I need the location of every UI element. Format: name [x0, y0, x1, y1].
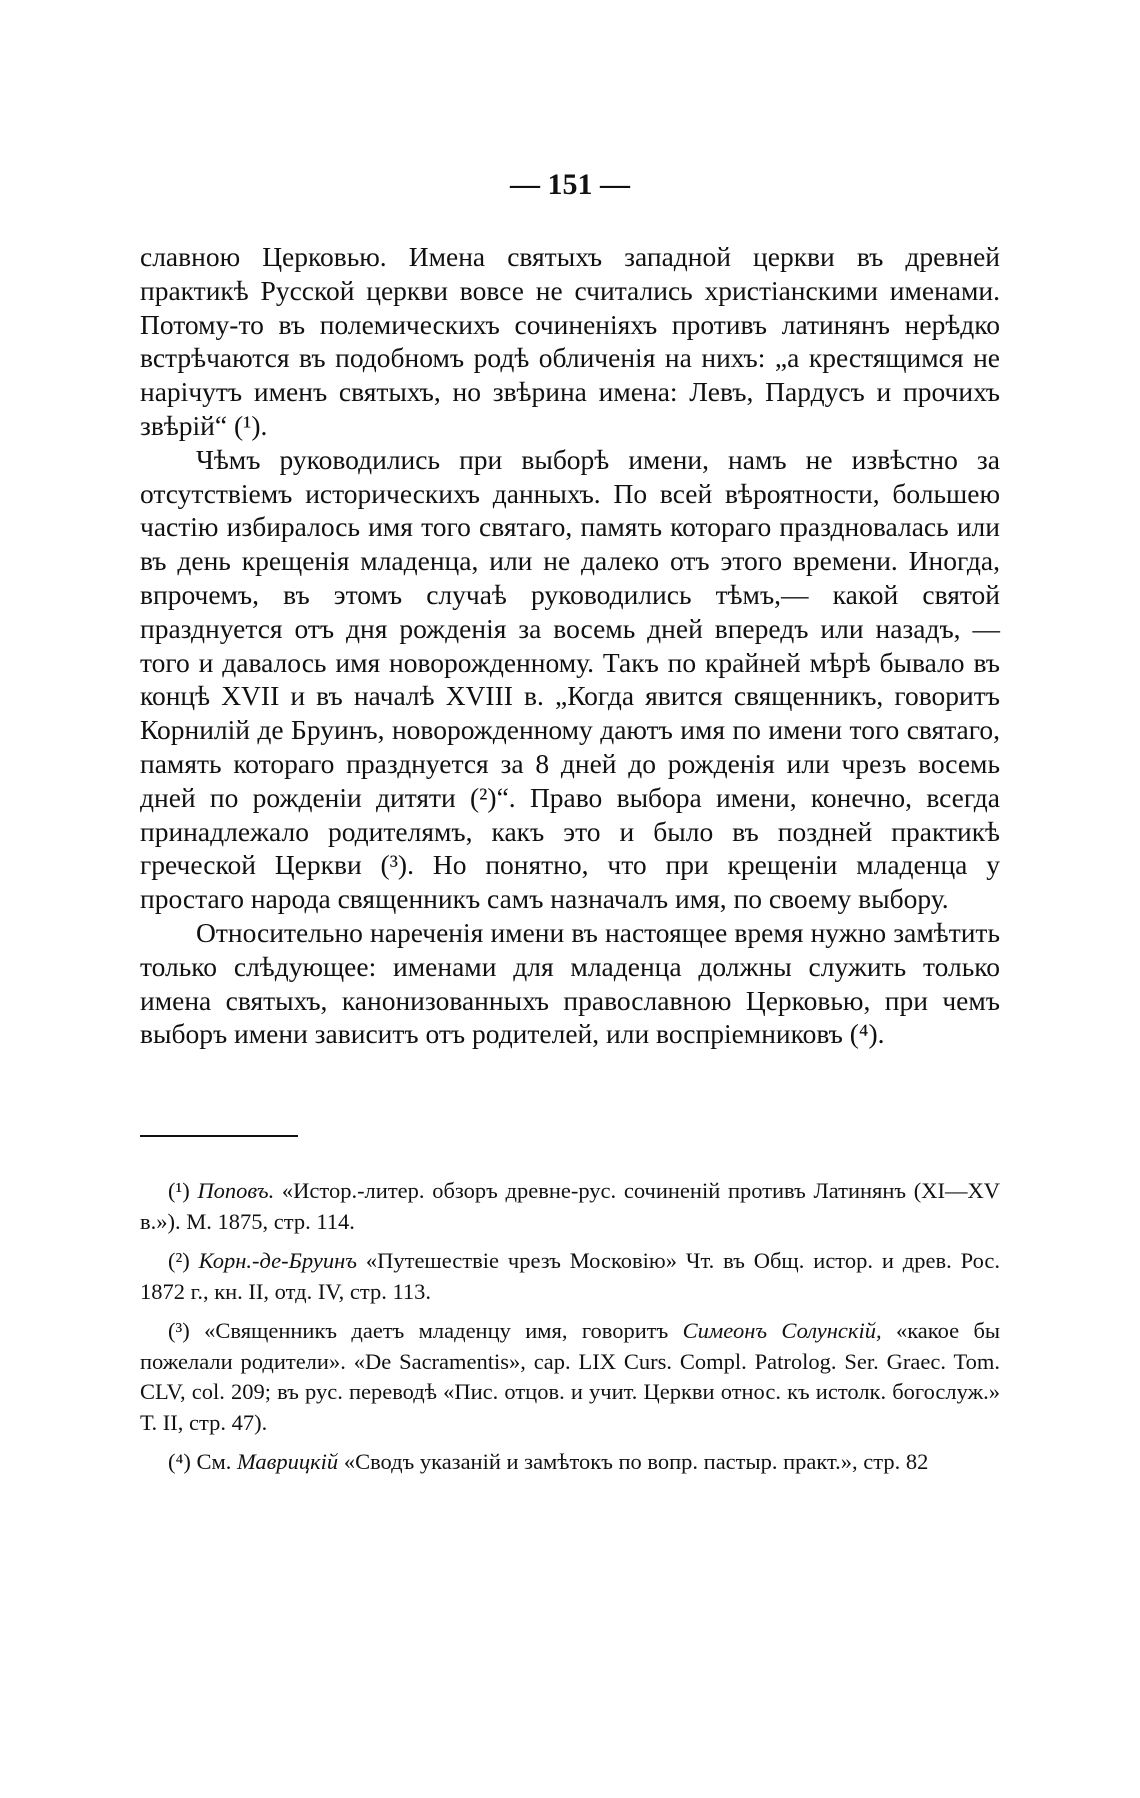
footnotes	[140, 1176, 1000, 1487]
footnote-author: Корн.-де-Бруинъ	[198, 1248, 357, 1273]
footnote	[140, 1447, 1000, 1478]
footnote-text: «Священникъ даетъ младенцу имя, говоритъ	[204, 1318, 669, 1343]
footnote	[140, 1246, 1000, 1307]
footnote-text: «Истор.-литер. обзоръ древне-рус. сочиненій противъ Латинянъ (XI—XV в.»). М. 1875, стр. 114.	[140, 1178, 1000, 1234]
footnote-text: См.	[196, 1449, 232, 1474]
paragraph: Чѣмъ руководились при выборѣ имени, намъ не извѣстно за отсутствіемъ историческихъ данныхъ. По всей вѣроятности, большею частію избиралось имя того святаго, память котораго праздновалась или въ день крещенія младенца, или не далеко отъ этого времени. Иногда, впрочемъ, въ этомъ случаѣ руководились тѣмъ,— какой святой празднуется отъ дня рожденія за восемь дней впередъ или назадъ, — того и давалось имя новорожденному. Такъ по крайней мѣрѣ бывало въ концѣ XVII и въ началѣ XVIII в. „Когда явится священникъ, говоритъ Корнилій де Бруинъ, новорожденному даютъ имя по имени того святаго, память котораго празднуется за 8 дней до рожденія или чрезъ восемь дней по рожденіи дитяти (²)“. Право выбора имени, конечно, всегда принадлежало родителямъ, какъ это и было въ поздней практикѣ греческой Церкви (³). Но понятно, что при крещеніи младенца у простаго народа священникъ самъ назначалъ имя, по своему выбору.	[140, 443, 1000, 915]
paragraph: Относительно нареченія имени въ настоящее время нужно замѣтить только слѣдующее: именами для младенца должны служить только имена святыхъ, канонизованныхъ православною Церковью, при чемъ выборъ имени зависитъ отъ родителей, или воспріемниковъ (⁴).	[140, 916, 1000, 1050]
page-number: — 151 —	[510, 168, 630, 201]
footnote-mark: (²)	[168, 1248, 190, 1273]
footnote-text: «Сводъ указаній и замѣтокъ по вопр. пастыр. практ.», стр. 82	[343, 1449, 929, 1474]
footnote	[140, 1176, 1000, 1237]
footnote-mark: (³)	[168, 1318, 190, 1343]
footnote-mark: (¹)	[168, 1178, 190, 1203]
footnote-text: «Путешествіе чрезъ Московію» Чт. въ Общ. истор. и древ. Рос. 1872 г., кн. II, отд. IV, стр. 113.	[140, 1248, 1001, 1304]
footnote-author: Маврицкій	[236, 1449, 339, 1474]
footnote-rule	[140, 1135, 298, 1137]
footnote-author: Симеонъ Солунскій,	[682, 1318, 882, 1343]
footnote-text: «какое бы пожелали родители». «De Sacramentis», cap. LIX Curs. Compl. Patrolog. Ser. Graec. Tom. CLV, col. 209; въ рус. переводѣ «Пис. отцов. и учит. Церкви относ. къ истолк. богослуж.» Т. II, стр. 47).	[140, 1318, 1001, 1435]
footnote-author: Поповъ.	[197, 1178, 275, 1203]
footnote	[140, 1316, 1000, 1438]
paragraph: славною Церковью. Имена святыхъ западной церкви въ древней практикѣ Русской церкви вовсе не считались христіанскими именами. Потому-то въ полемическихъ сочиненіяхъ противъ латинянъ нерѣдко встрѣчаются въ подобномъ родѣ обличенія на нихъ: „а крестящимся не нарічутъ именъ святыхъ, но звѣрина имена: Левъ, Пардусъ и прочихъ звѣрій“ (¹).	[140, 241, 1000, 441]
main-text	[140, 240, 1000, 1051]
footnote-mark: (⁴)	[168, 1449, 191, 1474]
